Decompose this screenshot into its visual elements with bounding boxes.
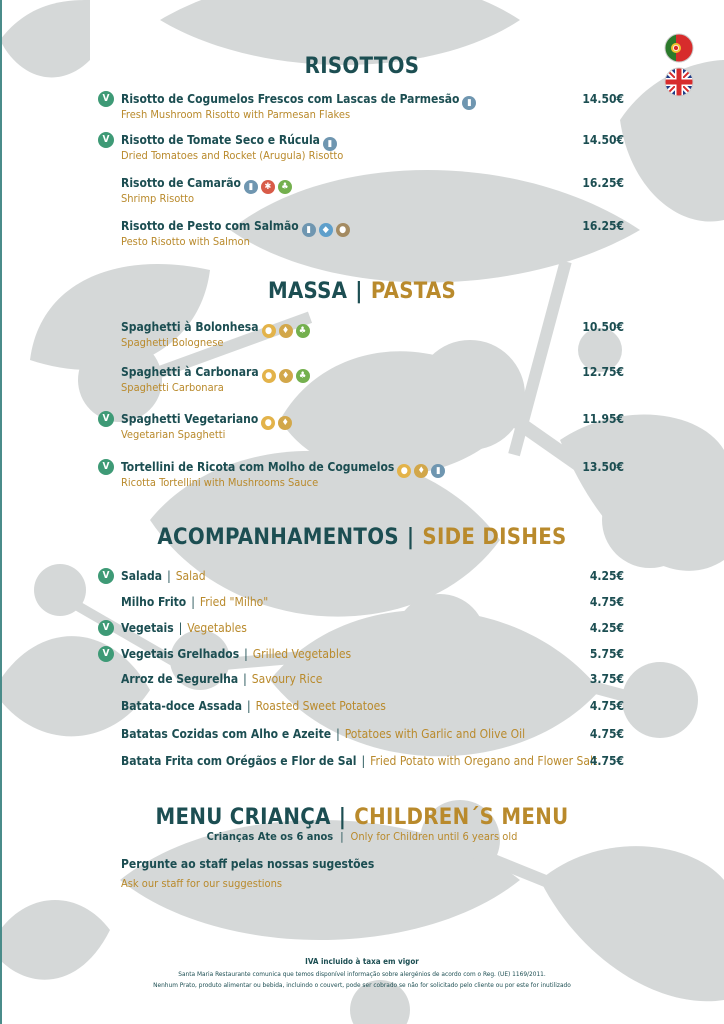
kids-subtitle-pt: Crianças Ate os 6 anos	[206, 830, 334, 843]
item-name-en: Savoury Rice	[251, 672, 323, 686]
allergen-notice: Santa Maria Restaurante comunica que temos disponível informação sobre alergénios de acordo com o Reg. (UE) 1169/2011.	[178, 970, 546, 978]
vegetarian-icon: V	[98, 91, 114, 107]
side-item: V Salada | Salad 4.25€	[98, 568, 624, 584]
vegetarian-icon: V	[98, 459, 114, 475]
pastas-title-pt: MASSA	[267, 279, 348, 304]
item-name-en: Fried "Milho"	[199, 595, 269, 609]
item-name-en: Roasted Sweet Potatoes	[255, 699, 386, 713]
item-name-en: Shrimp Risotto	[121, 192, 195, 205]
side-item: Milho Frito | Fried "Milho" 4.75€	[121, 595, 624, 609]
egg-icon: ●	[262, 324, 276, 338]
milk-icon: ▮	[323, 137, 337, 151]
sides-title-pt: ACOMPANHAMENTOS	[157, 525, 399, 550]
section-title-risottos	[0, 54, 724, 79]
item-price: 10.50€	[582, 320, 624, 334]
item-name-en: Spaghetti Carbonara	[121, 381, 224, 394]
celery-icon: ♣	[296, 369, 310, 383]
item-name-en: Pesto Risotto with Salmon	[121, 235, 250, 248]
kids-title-pt: MENU CRIANÇA	[155, 805, 331, 830]
item-price: 4.25€	[589, 621, 624, 635]
celery-icon: ♣	[296, 324, 310, 338]
item-name-en: Spaghetti Bolognese	[121, 336, 224, 349]
item-name-en: Ricotta Tortellini with Mushrooms Sauce	[121, 476, 319, 489]
nuts-icon: ●	[336, 223, 350, 237]
vegetarian-icon: V	[98, 646, 114, 662]
item-price: 3.75€	[589, 672, 624, 686]
egg-icon: ●	[397, 464, 411, 478]
item-price: 4.75€	[589, 754, 624, 768]
item-name-pt: Risotto de Cogumelos Frescos com Lascas de Parmesão	[121, 92, 460, 106]
item-price: 16.25€	[582, 176, 624, 190]
item-price: 16.25€	[582, 219, 624, 233]
milk-icon: ▮	[302, 223, 316, 237]
gluten-icon: ♦	[414, 464, 428, 478]
item-name-pt: Spaghetti à Bolonhesa	[121, 320, 259, 334]
item-name-en: Vegetarian Spaghetti	[121, 428, 226, 441]
side-item: Batatas Cozidas com Alho e Azeite | Potatoes with Garlic and Olive Oil 4.75€	[121, 727, 624, 741]
item-name-pt: Batata-doce Assada	[121, 699, 243, 713]
title-separator: |	[338, 805, 347, 830]
celery-icon: ♣	[278, 180, 292, 194]
sides-title-en: SIDE DISHES	[422, 525, 567, 550]
item-price: 13.50€	[582, 460, 624, 474]
vegetarian-icon: V	[98, 132, 114, 148]
side-item: Batata Frita com Orégãos e Flor de Sal | Fried Potato with Oregano and Flower Salt 4.75€	[121, 754, 624, 768]
item-price: 4.75€	[589, 727, 624, 741]
item-name-pt: Salada	[121, 569, 163, 583]
milk-icon: ▮	[244, 180, 258, 194]
vegetarian-icon: V	[98, 411, 114, 427]
item-name-en: Dried Tomatoes and Rocket (Arugula) Risotto	[121, 149, 344, 162]
gluten-icon: ♦	[278, 416, 292, 430]
pastas-title-en: PASTAS	[370, 279, 457, 304]
item-price: 4.25€	[589, 569, 624, 583]
side-item: Batata-doce Assada | Roasted Sweet Potatoes 4.75€	[121, 699, 624, 713]
milk-icon: ▮	[462, 96, 476, 110]
item-name-en: Salad	[175, 569, 206, 583]
item-name-pt: Milho Frito	[121, 595, 187, 609]
item-name-pt: Batatas Cozidas com Alho e Azeite	[121, 727, 332, 741]
item-price: 5.75€	[589, 647, 624, 661]
title-separator: |	[355, 279, 363, 304]
item-price: 14.50€	[582, 133, 624, 147]
section-title-kids-menu	[0, 805, 724, 830]
ask-staff-en: Ask our staff for our suggestions	[121, 877, 283, 890]
side-item: Arroz de Segurelha | Savoury Rice 3.75€	[121, 672, 624, 686]
item-price: 11.95€	[582, 412, 624, 426]
ask-staff-pt: Pergunte ao staff pelas nossas sugestões	[121, 857, 375, 871]
risottos-title: RISOTTOS	[304, 54, 420, 79]
item-name-en: Fresh Mushroom Risotto with Parmesan Flakes	[121, 108, 351, 121]
item-price: 12.75€	[582, 365, 624, 379]
kids-subtitle: Crianças Ate os 6 anos | Only for Children until 6 years old	[206, 830, 518, 843]
item-name-pt: Vegetais Grelhados	[121, 647, 240, 661]
kids-subtitle-en: Only for Children until 6 years old	[350, 830, 518, 843]
kids-title-en: CHILDREN´S MENU	[354, 805, 569, 830]
gluten-icon: ♦	[279, 369, 293, 383]
crustacean-icon: ✱	[261, 180, 275, 194]
item-name-en: Grilled Vegetables	[252, 647, 352, 661]
item-name-en: Potatoes with Garlic and Olive Oil	[344, 727, 526, 741]
item-name-pt: Risotto de Tomate Seco e Rúcula	[121, 133, 320, 147]
item-name-pt: Arroz de Segurelha	[121, 672, 239, 686]
section-title-side-dishes	[0, 525, 724, 550]
item-name-en: Vegetables	[187, 621, 247, 635]
milk-icon: ▮	[431, 464, 445, 478]
item-name-en: Fried Potato with Oregano and Flower Salt	[370, 754, 598, 768]
section-title-pastas	[0, 279, 724, 304]
item-name-pt: Risotto de Camarão	[121, 176, 241, 190]
gluten-icon: ♦	[279, 324, 293, 338]
egg-icon: ●	[261, 416, 275, 430]
item-price: 4.75€	[589, 595, 624, 609]
item-name-pt: Vegetais	[121, 621, 174, 635]
item-name-pt: Spaghetti à Carbonara	[121, 365, 259, 379]
fish-icon: ◆	[319, 223, 333, 237]
vat-notice: IVA incluido à taxa em vigor	[305, 957, 419, 966]
vegetarian-icon: V	[98, 620, 114, 636]
item-price: 14.50€	[582, 92, 624, 106]
item-name-pt: Tortellini de Ricota com Molho de Cogumelos	[121, 460, 395, 474]
egg-icon: ●	[262, 369, 276, 383]
item-name-pt: Risotto de Pesto com Salmão	[121, 219, 299, 233]
title-separator: |	[406, 525, 415, 550]
vegetarian-icon: V	[98, 568, 114, 584]
side-item: V Vegetais | Vegetables 4.25€	[98, 620, 624, 636]
item-name-pt: Batata Frita com Orégãos e Flor de Sal	[121, 754, 357, 768]
side-item: V Vegetais Grelhados | Grilled Vegetables 5.75€	[98, 646, 624, 662]
item-price: 4.75€	[589, 699, 624, 713]
couvert-notice: Nenhum Prato, produto alimentar ou bebida, incluindo o couvert, pode ser cobrado se não for solicitado pelo cliente ou por este for inutilizado	[153, 981, 571, 989]
item-name-pt: Spaghetti Vegetariano	[121, 412, 259, 426]
